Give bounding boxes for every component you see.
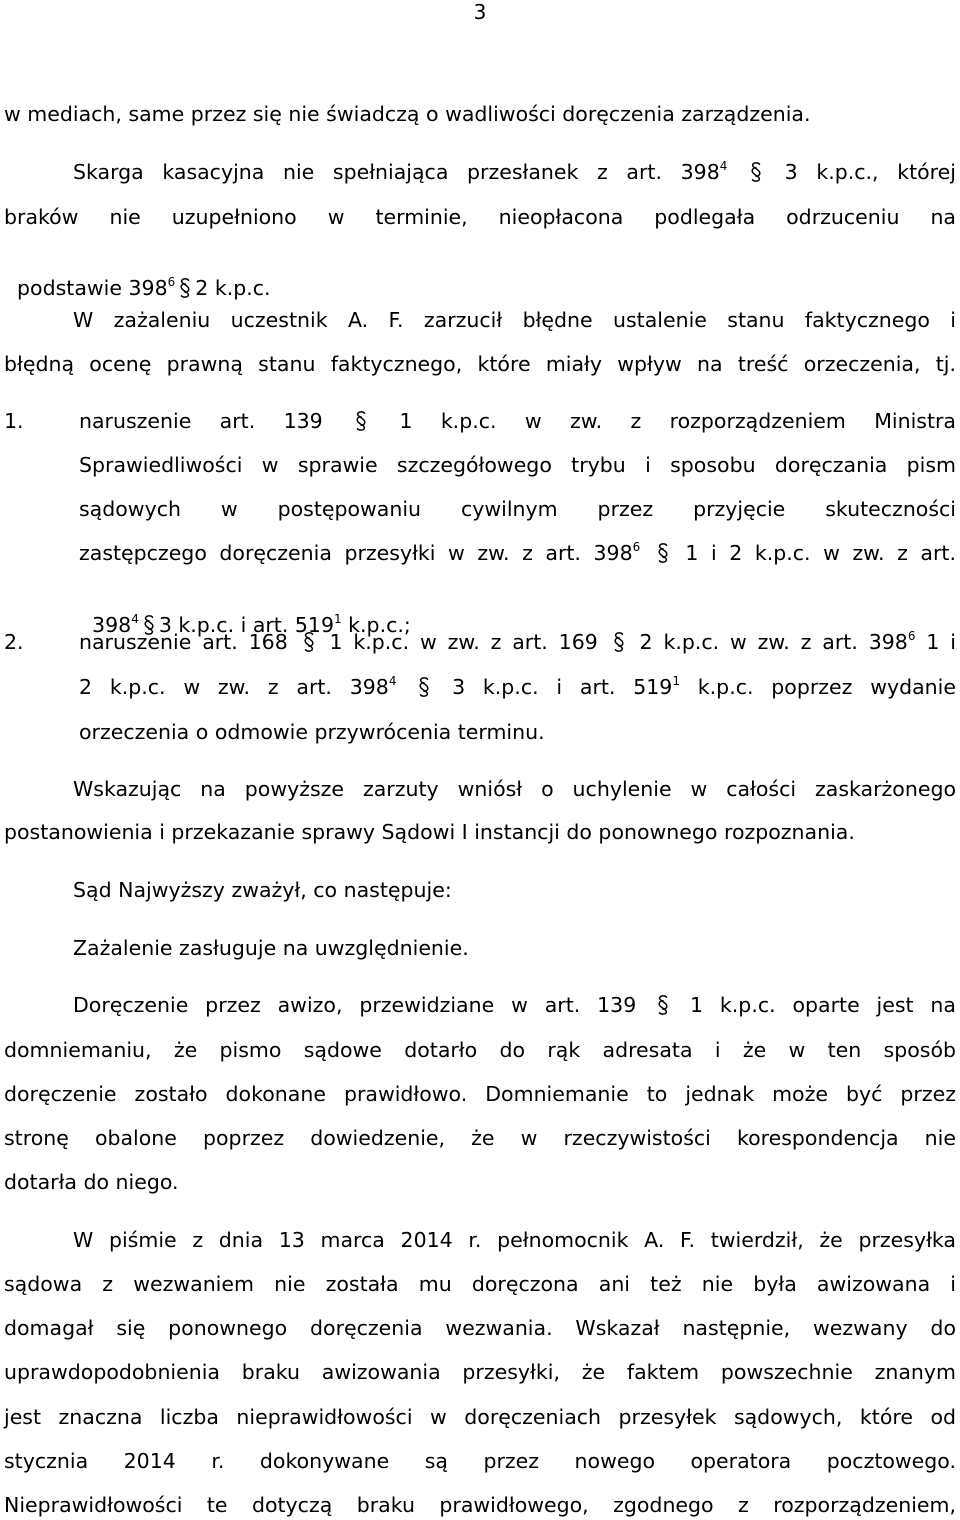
text-line: W zażaleniu uczestnik A. F. zarzucił błędne ustalenie stanu faktycznego i [73, 308, 956, 332]
section-sign-icon [353, 410, 369, 432]
section-sign-icon [655, 542, 671, 564]
text-line: W piśmie z dnia 13 marca 2014 r. pełnomocnik A. F. twierdził, że przesyłka [73, 1228, 956, 1252]
text-line: doręczenie zostało dokonane prawidłowo. Domniemanie to jednak może być przez [4, 1082, 956, 1106]
text-line: domagał się ponownego doręczenia wezwania. Wskazał następnie, wezwany do [4, 1316, 956, 1340]
text-line: Skarga kasacyjna nie spełniająca przesłanek z art. $398^4$ 3 k.p.c., której [73, 159, 956, 184]
list-number: 1. [4, 409, 24, 433]
text-line: postanowienia i przekazanie sprawy Sądowi I instancji do ponownego rozpoznania. [4, 820, 855, 844]
text-line: sądowych w postępowaniu cywilnym przez przyjęcie skuteczności [79, 497, 956, 521]
text-line: Sąd Najwyższy zważył, co następuje: [73, 878, 452, 902]
text-line: błędną ocenę prawną stanu faktycznego, które miały wpływ na treść orzeczenia, tj. [4, 352, 956, 376]
section-sign-icon [416, 676, 432, 698]
text-line: podstawie $398^6$ 2 k.p.c. [17, 275, 271, 300]
text-line: $398^4$ 3 k.p.c. i art. $519^1$ k.p.c.; [92, 612, 411, 637]
section-sign-icon [301, 631, 317, 653]
text-line: uprawdopodobnienia braku awizowania przesyłki, że faktem powszechnie znanym [4, 1360, 956, 1384]
text-line: Wskazując na powyższe zarzuty wniósł o uchylenie w całości zaskarżonego [73, 777, 956, 801]
section-sign-icon [611, 631, 627, 653]
text-line: Doręczenie przez awizo, przewidziane w art. 139 1 k.p.c. oparte jest na [73, 993, 956, 1017]
text-line: stronę obalone poprzez dowiedzenie, że w rzeczywistości korespondencja nie [4, 1126, 956, 1150]
text-line: Sprawiedliwości w sprawie szczegółowego trybu i sposobu doręczania pism [79, 453, 956, 477]
text-line: 2 k.p.c. w zw. z art. $398^4$ 3 k.p.c. i art. $519^1$ k.p.c. poprzez wydanie [79, 674, 956, 699]
text-line: dotarła do niego. [4, 1170, 179, 1194]
text-line: zastępczego doręczenia przesyłki w zw. z art. $398^6$ 1 i 2 k.p.c. w zw. z art. [79, 540, 956, 565]
text-line: domniemaniu, że pismo sądowe dotarło do rąk adresata i że w ten sposób [4, 1038, 956, 1062]
section-sign-icon [655, 994, 671, 1016]
text-line: Nieprawidłowości te dotyczą braku prawidłowego, zgodnego z rozporządzeniem, [4, 1493, 956, 1517]
section-sign-icon [177, 277, 193, 299]
text-line: orzeczenia o odmowie przywrócenia terminu. [79, 720, 545, 744]
section-sign-icon [748, 161, 764, 183]
page-number: 3 [473, 0, 487, 24]
text-line: braków nie uzupełniono w terminie, nieopłacona podlegała odrzuceniu na [4, 205, 956, 229]
text-line: w mediach, same przez się nie świadczą o wadliwości doręczenia zarządzenia. [4, 102, 811, 126]
list-number: 2. [4, 630, 24, 654]
text-line: jest znaczna liczba nieprawidłowości w doręczeniach przesyłek sądowych, które od [4, 1405, 956, 1429]
text-line: Zażalenie zasługuje na uwzględnienie. [73, 936, 469, 960]
text-line: naruszenie art. 139 1 k.p.c. w zw. z rozporządzeniem Ministra [79, 409, 956, 433]
text-line: stycznia 2014 r. dokonywane są przez nowego operatora pocztowego. [4, 1449, 956, 1473]
text-line: sądowa z wezwaniem nie została mu doręczona ani też nie była awizowana i [4, 1272, 956, 1296]
text-line: naruszenie art. 168 1 k.p.c. w zw. z art. 169 2 k.p.c. w zw. z art. $398^6$ 1 i [79, 629, 956, 654]
